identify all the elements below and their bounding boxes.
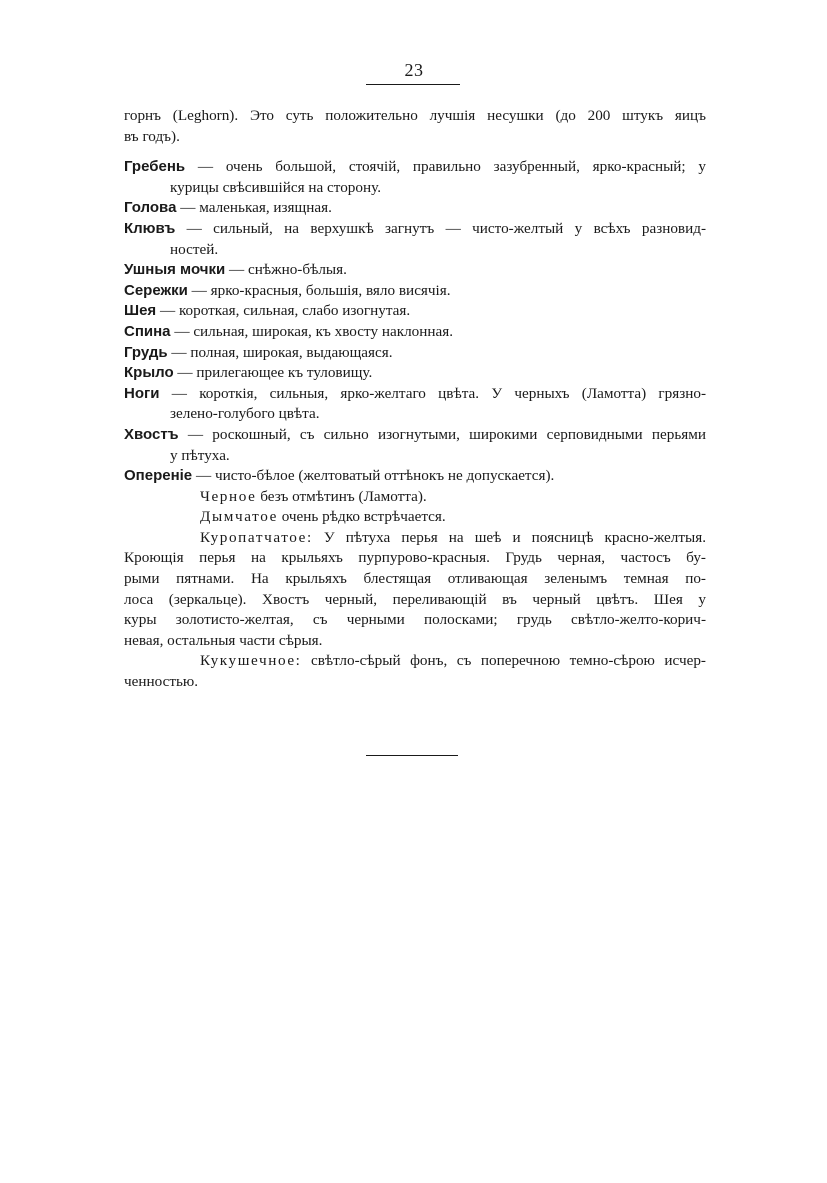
entry-plumage	[124, 466, 706, 487]
entry-comb	[124, 157, 706, 178]
variety-smoky-text: очень рѣдко встрѣчается.	[281, 508, 446, 526]
entry-wattles	[124, 281, 706, 302]
entry-legs-cont: зелено-голубого цвѣта.	[170, 405, 320, 423]
variety-partridge-line-4: куры золотисто-желтая, съ черными полосками; грудь свѣтло-желто-корич-	[124, 611, 706, 629]
entry-tail	[124, 425, 706, 446]
term-neck: Шея	[124, 302, 157, 320]
intro-line-2: въ годъ).	[124, 127, 180, 145]
variety-smoky-name: Дымчатое	[200, 508, 278, 526]
entry-beak	[124, 219, 706, 240]
variety-cuckoo	[124, 651, 706, 672]
page-number: 23	[404, 60, 424, 80]
header-rule	[366, 84, 460, 85]
term-breast: Грудь	[124, 343, 168, 361]
entry-comb-cont: курицы свѣсившійся на сторону.	[170, 178, 381, 196]
term-head: Голова	[124, 199, 177, 217]
term-legs: Ноги	[124, 384, 160, 402]
variety-cuckoo-name: Кукушечное:	[200, 652, 302, 670]
entry-tail-text: — роскошный, съ сильно изогнутыми, широкими серповидными перьями	[187, 425, 706, 443]
entry-earlobes-text: — снѣжно-бѣлыя.	[228, 261, 347, 279]
entry-comb-text: — очень большой, стоячій, правильно зазубренный, ярко-красный; у	[197, 158, 706, 176]
variety-black-name: Черное	[200, 487, 257, 505]
variety-partridge-line-1: Кроющія перья на крыльяхъ пурпурово-красныя. Грудь черная, частосъ бу-	[124, 549, 706, 567]
term-beak: Клювъ	[124, 219, 176, 237]
intro-line-1: горнъ (Leghorn). Это суть положительно лучшія несушки (до 200 штукъ яицъ	[124, 107, 706, 124]
entry-wing-text: — прилегающее къ туловищу.	[177, 364, 373, 382]
variety-cuckoo-first: свѣтло-сѣрый фонъ, съ поперечною темно-сѣрою исчер-	[311, 652, 706, 670]
variety-partridge-line-2: рыми пятнами. На крыльяхъ блестящая отливающая зеленымъ темная по-	[124, 570, 706, 588]
footer-rule	[366, 755, 458, 756]
variety-partridge-name: Куропатчатое:	[200, 528, 313, 546]
entry-earlobes	[124, 260, 706, 281]
variety-black-text: безъ отмѣтинъ (Ламотта).	[260, 487, 427, 505]
variety-partridge-line-5: невая, остальныя части сѣрыя.	[124, 631, 323, 649]
variety-smoky	[124, 507, 706, 528]
entry-neck	[124, 301, 706, 322]
entry-beak-cont: ностей.	[170, 240, 219, 258]
entry-legs-text: — короткія, сильныя, ярко-желтаго цвѣта. У черныхъ (Ламотта) грязно-	[171, 384, 706, 402]
term-back: Спина	[124, 322, 171, 340]
term-tail: Хвостъ	[124, 425, 179, 443]
entry-breast-text: — полная, широкая, выдающаяся.	[171, 343, 393, 361]
term-plumage: Опереніе	[124, 467, 193, 485]
entry-head	[124, 198, 706, 219]
entry-breast	[124, 343, 706, 364]
term-wing: Крыло	[124, 364, 174, 382]
entry-wing	[124, 363, 706, 384]
entry-head-text: — маленькая, изящная.	[180, 199, 332, 217]
entry-plumage-text: — чисто-бѣлое (желтоватый оттѣнокъ не допускается).	[195, 467, 555, 485]
term-wattles: Сережки	[124, 281, 188, 299]
entry-beak-text: — сильный, на верхушкѣ загнутъ — чисто-желтый у всѣхъ разновид-	[186, 219, 706, 237]
entry-back-text: — сильная, широкая, къ хвосту наклонная.	[174, 322, 454, 340]
entry-neck-text: — короткая, сильная, слабо изогнутая.	[159, 302, 411, 320]
variety-cuckoo-line-1: ченностью.	[124, 673, 199, 691]
entry-back	[124, 322, 706, 343]
entry-legs	[124, 384, 706, 405]
variety-partridge-line-3: лоса (зеркальце). Хвостъ черный, переливающій въ черный цвѣтъ. Шея у	[124, 590, 706, 608]
term-comb: Гребень	[124, 158, 186, 176]
entry-tail-cont: у пѣтуха.	[170, 446, 230, 464]
variety-black	[124, 487, 706, 508]
body-text	[124, 106, 706, 693]
variety-partridge-first: У пѣтуха перья на шеѣ и поясницѣ красно-желтыя.	[323, 528, 706, 546]
term-earlobes: Ушныя мочки	[124, 261, 226, 279]
variety-partridge	[124, 528, 706, 549]
entry-wattles-text: — ярко-красныя, большія, вяло висячія.	[191, 281, 451, 299]
